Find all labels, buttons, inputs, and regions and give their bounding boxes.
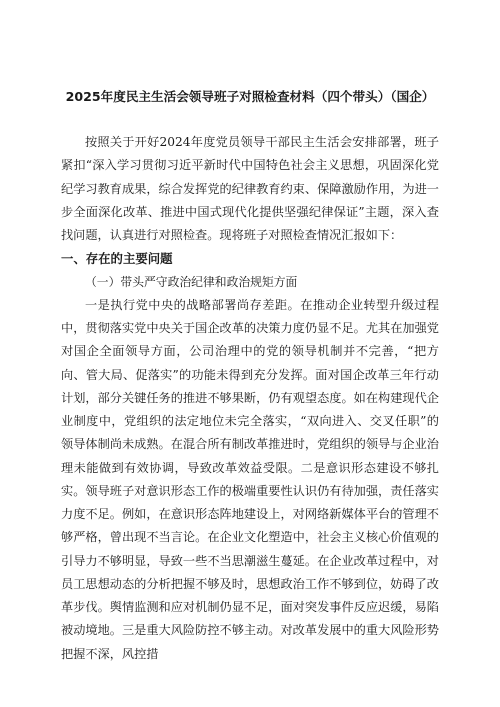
section-heading: 一、存在的主要问题 <box>61 251 173 267</box>
document-body <box>61 131 439 666</box>
document-title: 2025年度民主生活会领导班子对照检查材料（四个带头）（国企） <box>65 89 435 104</box>
subsection-heading: （一）带头严守政治纪律和政治规矩方面 <box>85 274 298 289</box>
intro-paragraph: 按照关于开好2024年度党员领导干部民主生活会安排部署，班子紧扣“深入学习贯彻习近平新时代中国特色社会主义思想，巩固深化党纪学习教育成果，综合发挥党的纪律教育约束、保障激励作用，为进一步全面深化改革、推进中国式现代化提供坚强纪律保证”主题，深入查找问题，认真进行对照检查。现将班子对照检查情况汇报如下： <box>61 135 439 242</box>
body-paragraph: 一是执行党中央的战略部署尚存差距。在推动企业转型升级过程中，贯彻落实党中央关于国企改革的决策力度仍显不足。尤其在加强党对国企全面领导方面，公司治理中的党的领导机制并不完善，“把方向、管大局、促落实”的功能未得到充分发挥。面对国企改革三年行动计划，部分关键任务的推进不够果断，仍有观望态度。如在构建现代企业制度中，党组织的法定地位未完全落实，“双向进入、交叉任职”的领导体制尚未成熟。在混合所有制改革推进时，党组织的领导与企业治理未能做到有效协调，导致改革效益受限。二是意识形态建设不够扎实。领导班子对意识形态工作的极端重要性认识仍有待加强，责任落实力度不足。例如，在意识形态阵地建设上，对网络新媒体平台的管理不够严格，曾出现不当言论。在企业文化塑造中，社会主义核心价值观的引导力不够明显，导致一些不当思潮滋生蔓延。在企业改革过程中，对员工思想动态的分析把握不够及时，思想政治工作不够到位，妨碍了改革步伐。舆情监测和应对机制仍显不足，面对突发事件反应迟缓，易陷被动境地。三是重大风险防控不够主动。对改革发展中的重大风险形势把握不深，风控措 <box>61 297 439 661</box>
